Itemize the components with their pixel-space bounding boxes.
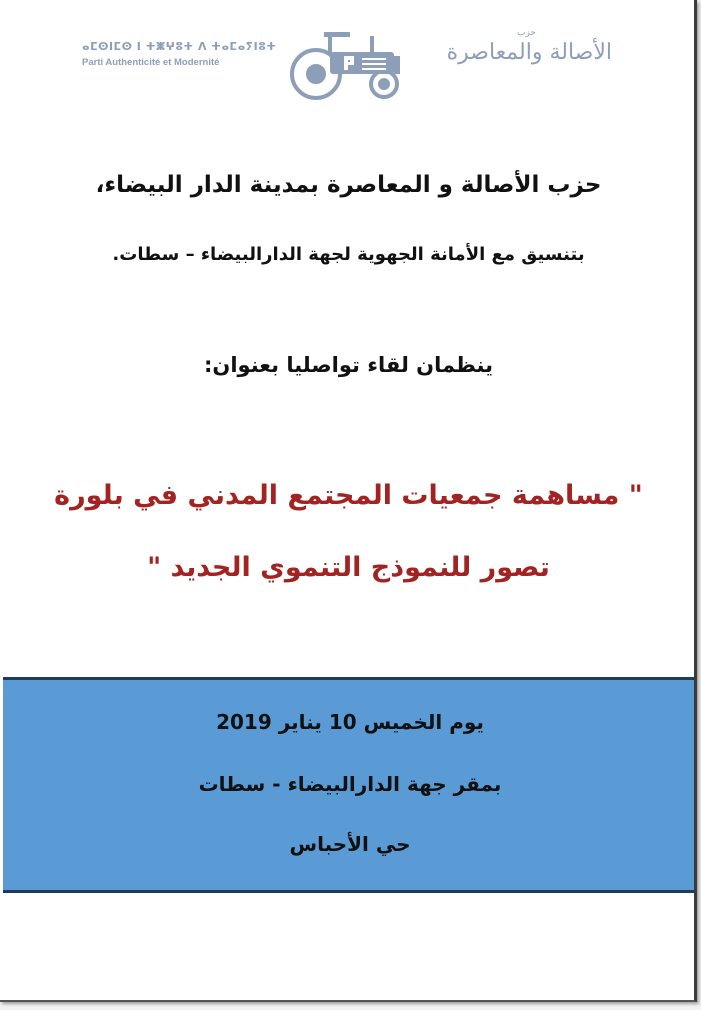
event-info-box xyxy=(3,677,697,893)
party-name-arabic-logo: الأصالة والمعاصرة xyxy=(446,40,612,65)
event-date: يوم الخميس 10 يناير 2019 xyxy=(216,710,484,734)
party-name-tifinagh: ⴰⵎⵙⵏⵎⵙ ⵏ ⵜⵥⵖⵓⵜ ⴷ ⵜⴰⵎⴰⵢⵏⵓⵜ xyxy=(82,40,277,53)
party-logo xyxy=(76,26,616,106)
event-district: حي الأحباس xyxy=(289,832,411,856)
tractor-logo-icon xyxy=(286,26,410,104)
event-location: بمقر جهة الدارالبيضاء - سطات xyxy=(198,772,502,796)
organizer-line: حزب الأصالة و المعاصرة بمدينة الدار البيضاء، xyxy=(95,172,602,198)
coordination-line: بتنسيق مع الأمانة الجهوية لجهة الدارالبيضاء – سطات. xyxy=(112,244,585,265)
event-intro-line: ينظمان لقاء تواصليا بعنوان: xyxy=(204,353,493,377)
party-name-french: Parti Authenticité et Modernité xyxy=(82,57,220,68)
event-title-line-1: " مساهمة جمعيات المجتمع المدني في بلورة xyxy=(54,480,643,511)
event-title-line-2: تصور للنموذج التنموي الجديد " xyxy=(147,552,550,583)
party-label-ar-small: حزب xyxy=(516,28,536,38)
